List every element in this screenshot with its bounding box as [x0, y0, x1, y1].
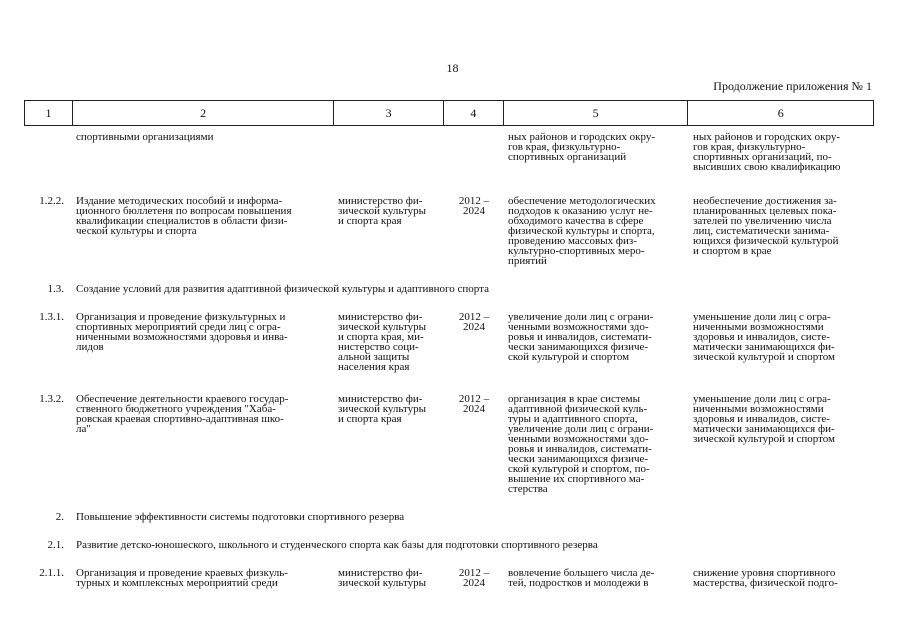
text-line: увеличение доли лиц с ограни-	[508, 311, 654, 323]
text-line: лиц, систематически занима-	[693, 225, 830, 237]
header-col-4: 4	[444, 101, 504, 125]
text-line: ционного бюллетеня по вопросам повышения	[76, 205, 292, 217]
text-line: культурно-спортивных меро-	[508, 245, 645, 257]
row-number: 1.2.2.	[39, 195, 64, 207]
text-line: необеспечение достижения за-	[693, 195, 837, 207]
text-line: и спортом в крае	[693, 245, 772, 257]
text-line: квалификации специалистов в области физи-	[76, 215, 288, 227]
text-line: зической культуры	[338, 577, 427, 589]
text-line: ровская краевая спортивно-адаптивная шко-	[76, 413, 284, 425]
text-line: 2012 –	[458, 567, 490, 579]
appendix-continuation-label: Продолжение приложения № 1	[713, 79, 872, 93]
years	[444, 196, 504, 266]
executor	[334, 196, 444, 266]
text-line: ла"	[76, 423, 91, 435]
text-line: проведению массовых физ-	[508, 235, 637, 247]
text-line: приятий	[508, 255, 547, 267]
years	[444, 394, 504, 494]
row-number: 1.3.1.	[39, 311, 64, 323]
text-line: ской культурой и спортом, по-	[508, 463, 650, 475]
text-line: стерства	[508, 483, 548, 495]
text-line: турных и комплексных мероприятий среди	[76, 577, 278, 589]
text-line: подходов к оказанию услуг не-	[508, 205, 653, 217]
text-line: 2024	[463, 403, 485, 415]
text-line: 2024	[463, 321, 485, 333]
activity-name	[72, 132, 334, 172]
text-line: тей, подростков и молодежи в	[508, 577, 649, 589]
text-line: планированных целевых пока-	[693, 205, 837, 217]
text-line: гов края, физкультурно-	[693, 141, 806, 153]
text-line: увеличение доли лиц с ограни-	[508, 423, 654, 435]
expected-result	[504, 394, 689, 494]
consequence	[689, 568, 874, 588]
text-line: высивших свою квалификацию	[693, 161, 841, 173]
page-number: 18	[446, 61, 459, 75]
text-line: физической культуры и спорта,	[508, 225, 655, 237]
text-line: министерство фи-	[338, 567, 423, 579]
text-line: ющихся физической культурой	[693, 235, 839, 247]
text-line: ской культурой и спортом	[508, 351, 630, 363]
text-line: 2024	[463, 205, 485, 217]
text-line: вышение их спортивного ма-	[508, 473, 645, 485]
years	[444, 312, 504, 372]
text-line: здоровья и инвалидов, систе-	[693, 413, 830, 425]
text-line: лидов	[76, 341, 104, 353]
expected-result	[504, 132, 689, 172]
text-line: чески занимающихся физиче-	[508, 341, 649, 353]
table-row	[24, 568, 874, 588]
section-heading	[24, 512, 874, 522]
text-line: 2012 –	[458, 195, 490, 207]
text-line: и спорта края, ми-	[338, 331, 424, 343]
table-header	[24, 100, 874, 126]
section-number: 2.	[55, 511, 64, 523]
header-col-6: 6	[777, 105, 784, 120]
text-line: 2012 –	[458, 393, 490, 405]
activity-name	[72, 196, 334, 266]
table-row	[24, 312, 874, 372]
table-row	[24, 394, 874, 494]
text-line: зической культуры	[338, 205, 427, 217]
text-line: населения края	[338, 361, 410, 373]
activity-name	[72, 312, 334, 372]
text-line: Обеспечение деятельности краевого государ-	[76, 393, 289, 405]
header-col-2: 2	[73, 101, 334, 125]
row-number	[24, 132, 72, 172]
text-line: ственного бюджетного учреждения "Хаба-	[76, 403, 276, 415]
text-line: ровья и инвалидов, системати-	[508, 443, 652, 455]
text-line: Организация и проведение физкультурных и	[76, 311, 286, 323]
text-line: министерство фи-	[338, 311, 423, 323]
section-title: Создание условий для развития адаптивной физической культуры и адаптивного спорта	[76, 283, 489, 295]
text-line: ниченными возможностями	[693, 403, 824, 415]
expected-result	[504, 312, 689, 372]
row-number: 2.1.1.	[39, 567, 64, 579]
section-title: Повышение эффективности системы подготовки спортивного резерва	[76, 511, 405, 523]
text-line: ниченными возможностями здоровья и инва-	[76, 331, 288, 343]
text-line: вовлечение большего числа де-	[508, 567, 655, 579]
header-col-1: 1	[25, 101, 73, 125]
text-line: ченными возможностями здо-	[508, 321, 649, 333]
text-line: зателей по увеличению числа	[693, 215, 832, 227]
text-line: матически занимающихся фи-	[693, 423, 835, 435]
text-line: обеспечение методологических	[508, 195, 656, 207]
text-line: зической культурой и спортом	[693, 351, 835, 363]
expected-result	[504, 196, 689, 266]
header-col-5: 5	[504, 101, 689, 125]
consequence	[689, 312, 874, 372]
text-line: ческой культуры и спорта	[76, 225, 197, 237]
header-col-3: 3	[334, 101, 444, 125]
text-line: и спорта края	[338, 215, 402, 227]
text-line: уменьшение доли лиц с огра-	[693, 393, 831, 405]
text-line: ниченными возможностями	[693, 321, 824, 333]
text-line: здоровья и инвалидов, систе-	[693, 331, 830, 343]
years	[444, 568, 504, 588]
executor	[334, 132, 444, 172]
text-line: зической культуры	[338, 321, 427, 333]
executor	[334, 394, 444, 494]
text-line: Организация и проведение краевых физкуль-	[76, 567, 288, 579]
text-line: уменьшение доли лиц с огра-	[693, 311, 831, 323]
section-number: 2.1.	[47, 539, 64, 551]
row-number: 1.3.2.	[39, 393, 64, 405]
text-line: министерство фи-	[338, 195, 423, 207]
consequence	[689, 394, 874, 494]
text-line: гов края, физкультурно-	[508, 141, 621, 153]
section-title: Развитие детско-юношеского, школьного и студенческого спорта как базы для подготовки спортивного резерва	[76, 539, 598, 551]
text-line: ных районов и городских окру-	[508, 131, 656, 143]
table-body	[24, 126, 874, 588]
text-line: снижение уровня спортивного	[693, 567, 836, 579]
activity-name	[72, 568, 334, 588]
executor	[334, 312, 444, 372]
expected-result	[504, 568, 689, 588]
table-row	[24, 196, 874, 266]
text-line: ровья и инвалидов, системати-	[508, 331, 652, 343]
text-line: чески занимающихся физиче-	[508, 453, 649, 465]
text-line: мастерства, физической подго-	[693, 577, 838, 589]
text-line: адаптивной физической куль-	[508, 403, 648, 415]
text-line: 2012 –	[458, 311, 490, 323]
text-line: туры и адаптивного спорта,	[508, 413, 638, 425]
text-line: спортивными организациями	[76, 131, 214, 143]
consequence	[689, 196, 874, 266]
text-line: спортивных организаций	[508, 151, 627, 163]
text-line: спортивных организаций, по-	[693, 151, 832, 163]
text-line: зической культуры	[338, 403, 427, 415]
section-number: 1.3.	[47, 283, 64, 295]
text-line: и спорта края	[338, 413, 402, 425]
text-line: альной защиты	[338, 351, 410, 363]
text-line: зической культурой и спортом	[693, 433, 835, 445]
text-line: спортивных мероприятий среди лиц с огра-	[76, 321, 281, 333]
text-line: обходимого качества в сфере	[508, 215, 644, 227]
text-line: ченными возможностями здо-	[508, 433, 649, 445]
text-line: 2024	[463, 577, 485, 589]
text-line: министерство фи-	[338, 393, 423, 405]
text-line: Издание методических пособий и информа-	[76, 195, 283, 207]
text-line: матически занимающихся фи-	[693, 341, 835, 353]
section-heading	[24, 540, 874, 550]
text-line: нистерство соци-	[338, 341, 419, 353]
years	[444, 132, 504, 172]
executor	[334, 568, 444, 588]
table-row	[24, 132, 874, 172]
consequence	[689, 132, 874, 172]
activity-name	[72, 394, 334, 494]
text-line: организация в крае системы	[508, 393, 640, 405]
section-heading	[24, 284, 874, 294]
text-line: ных районов и городских окру-	[693, 131, 841, 143]
